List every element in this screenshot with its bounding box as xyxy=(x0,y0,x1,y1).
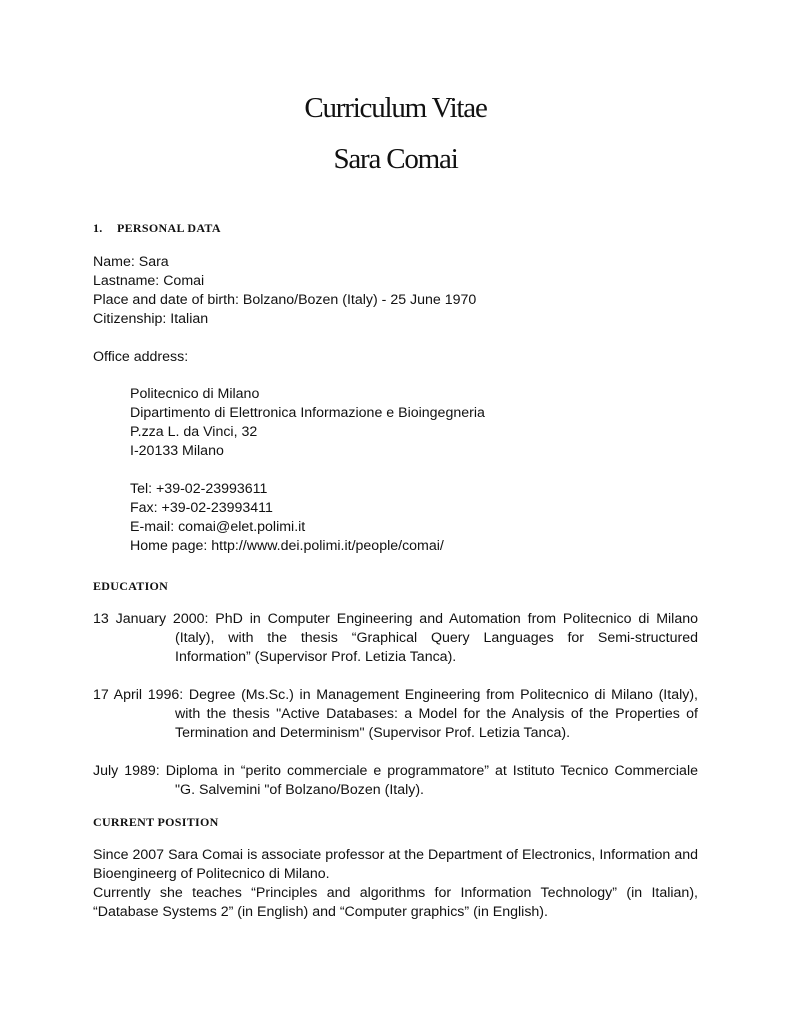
current-position-heading: CURRENT POSITION xyxy=(93,815,219,829)
personal-data-heading xyxy=(93,221,221,236)
education-entry xyxy=(93,610,698,667)
entry-line: 17 April 1996: Degree (Ms.Sc.) in Management Engineering from Politecnico di Milano (Italy), xyxy=(93,687,698,703)
section-number: 1. xyxy=(93,221,103,235)
address-block xyxy=(130,385,485,461)
address-line: P.zza L. da Vinci, 32 xyxy=(130,424,258,440)
entry-line: Termination and Determinism" (Supervisor Prof. Letizia Tanca). xyxy=(175,725,571,741)
citizenship-line: Citizenship: Italian xyxy=(93,311,209,327)
entry-line: 13 January 2000: PhD in Computer Engineering and Automation from Politecnico di Milano xyxy=(93,611,698,627)
address-line: Politecnico di Milano xyxy=(130,386,260,402)
office-address-label: Office address: xyxy=(93,349,189,365)
email-line: E-mail: comai@elet.polimi.it xyxy=(130,519,306,535)
paragraph-line: “Database Systems 2” (in English) and “Computer graphics” (in English). xyxy=(93,904,548,920)
birth-line: Place and date of birth: Bolzano/Bozen (Italy) - 25 June 1970 xyxy=(93,292,477,308)
section-title: PERSONAL DATA xyxy=(117,221,221,235)
entry-line: July 1989: Diploma in “perito commerciale e programmatore” at Istituto Tecnico Commerciale xyxy=(93,763,698,779)
lastname-line: Lastname: Comai xyxy=(93,273,205,289)
paragraph-line: Currently she teaches “Principles and algorithms for Information Technology” (in Italian), xyxy=(93,885,698,901)
address-line: I-20133 Milano xyxy=(130,443,224,459)
education-entry xyxy=(93,762,698,800)
education-entry xyxy=(93,686,698,743)
document-title: Curriculum Vitae xyxy=(304,92,487,124)
person-name-title: Sara Comai xyxy=(333,143,458,175)
current-position-paragraph xyxy=(93,846,698,922)
entry-line: "G. Salvemini "of Bolzano/Bozen (Italy). xyxy=(175,782,425,798)
entry-line: with the thesis "Active Databases: a Model for the Analysis of the Properties of xyxy=(175,706,698,722)
address-line: Dipartimento di Elettronica Informazione e Bioingegneria xyxy=(130,405,485,421)
entry-line: (Italy), with the thesis “Graphical Query Languages for Semi-structured xyxy=(175,630,698,646)
paragraph-line: Since 2007 Sara Comai is associate professor at the Department of Electronics, Information and xyxy=(93,847,698,863)
fax-line: Fax: +39-02-23993411 xyxy=(130,500,273,516)
contacts-block xyxy=(130,480,444,556)
entry-line: Information” (Supervisor Prof. Letizia Tanca). xyxy=(175,649,457,665)
name-line: Name: Sara xyxy=(93,254,169,270)
education-heading: EDUCATION xyxy=(93,579,169,593)
homepage-line: Home page: http://www.dei.polimi.it/people/comai/ xyxy=(130,538,444,554)
phone-line: Tel: +39-02-23993611 xyxy=(130,481,268,497)
personal-data-block xyxy=(93,253,698,329)
paragraph-line: Bioengineerg of Politecnico di Milano. xyxy=(93,866,330,882)
